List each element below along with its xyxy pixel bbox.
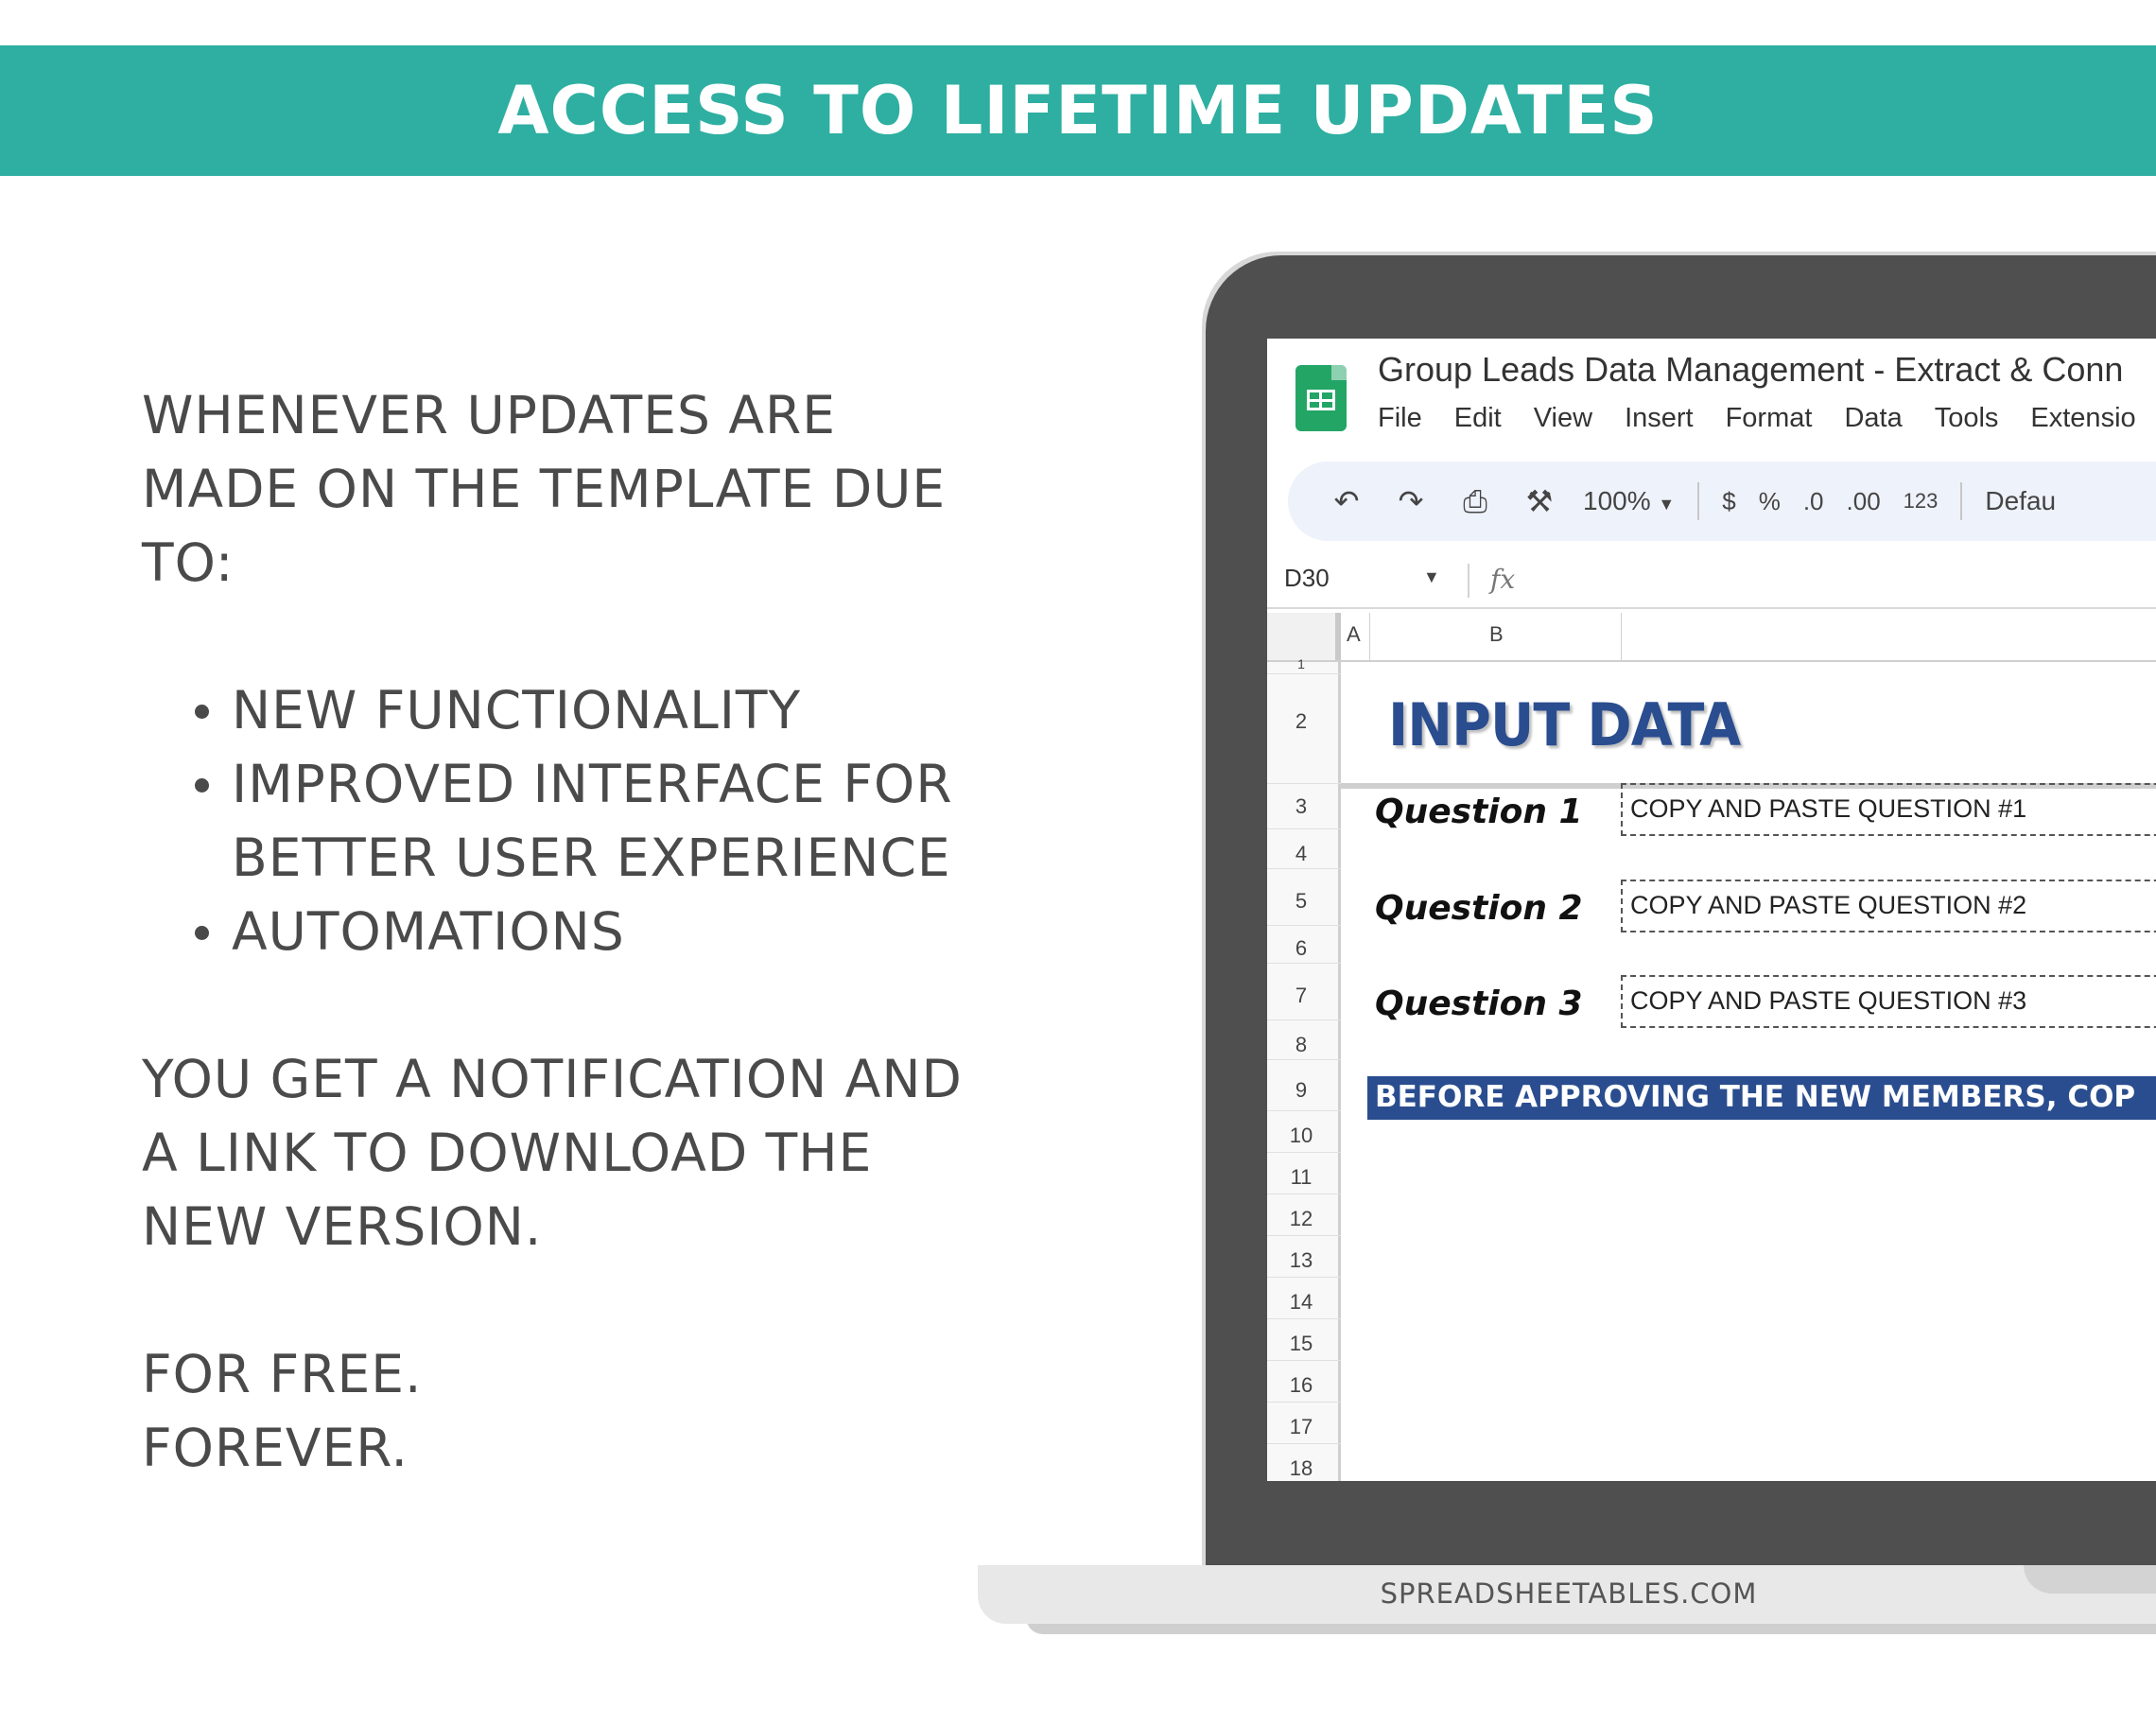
question-1-label[interactable]: Question 1 (1375, 793, 1583, 831)
question-2-label[interactable]: Question 2 (1375, 889, 1583, 928)
row-number[interactable]: 9 (1295, 1078, 1308, 1102)
row-number[interactable]: 2 (1295, 709, 1308, 733)
row-number[interactable]: 8 (1295, 1033, 1308, 1056)
intro-line: WHENEVER UPDATES ARE (142, 385, 836, 445)
currency-button[interactable]: $ (1722, 486, 1736, 515)
column-header-b[interactable]: B (1489, 622, 1504, 646)
row-number[interactable]: 18 (1289, 1456, 1313, 1480)
approval-notice[interactable]: BEFORE APPROVING THE NEW MEMBERS, COP (1367, 1076, 2156, 1120)
decrease-decimal-button[interactable]: .0 (1802, 486, 1824, 515)
list-item: NEW FUNCTIONALITY (142, 673, 1040, 747)
question-2-input[interactable]: COPY AND PASTE QUESTION #2 (1621, 880, 2156, 932)
question-3-input[interactable]: COPY AND PASTE QUESTION #3 (1621, 975, 2156, 1028)
menu-extensions[interactable]: Extensio (2030, 403, 2136, 433)
menu-bar (1378, 403, 2136, 434)
question-1-input[interactable]: COPY AND PASTE QUESTION #1 (1621, 783, 2156, 836)
print-icon[interactable]: ⎙ (1463, 482, 1487, 519)
toolbar-divider (1697, 482, 1699, 520)
intro-line: TO: (142, 532, 235, 593)
fx-icon: fx (1490, 564, 1516, 595)
free-line: FOREVER. (142, 1418, 409, 1478)
menu-format[interactable]: Format (1725, 403, 1813, 433)
header-banner (0, 45, 2156, 176)
list-item-line: BETTER USER EXPERIENCE (232, 828, 951, 888)
row-number[interactable]: 5 (1295, 889, 1308, 913)
toolbar (1288, 462, 2156, 541)
increase-decimal-button[interactable]: .00 (1846, 486, 1881, 515)
feature-copy (142, 378, 1040, 1485)
select-all-corner[interactable] (1267, 613, 1341, 660)
notify-line: YOU GET A NOTIFICATION AND (142, 1049, 963, 1109)
chevron-down-icon[interactable]: ▼ (1423, 567, 1440, 586)
formula-divider (1468, 564, 1469, 598)
intro-line: MADE ON THE TEMPLATE DUE (142, 459, 947, 519)
free-line: FOR FREE. (142, 1344, 423, 1404)
column-header (1267, 613, 2156, 662)
row-number[interactable]: 6 (1295, 936, 1308, 960)
input-data-heading[interactable]: INPUT DATA (1388, 690, 1741, 759)
row-number[interactable]: 1 (1297, 656, 1305, 671)
menu-edit[interactable]: Edit (1453, 403, 1502, 433)
row-number[interactable]: 13 (1289, 1248, 1313, 1272)
menu-tools[interactable]: Tools (1934, 403, 1999, 433)
row-header (1267, 656, 1341, 1481)
reason-list (142, 673, 1040, 968)
banner-title: ACCESS TO LIFETIME UPDATES (497, 72, 1659, 149)
document-title[interactable]: Group Leads Data Management - Extract & Conn (1378, 350, 2124, 389)
undo-icon[interactable]: ↶ (1333, 483, 1360, 519)
notify-line: A LINK TO DOWNLOAD THE (142, 1123, 873, 1183)
row-number[interactable]: 12 (1289, 1207, 1313, 1230)
sheets-logo-icon[interactable] (1295, 365, 1347, 431)
menu-file[interactable]: File (1378, 403, 1422, 433)
question-3-label[interactable]: Question 3 (1375, 984, 1583, 1023)
toolbar-divider (1960, 482, 1962, 520)
menu-insert[interactable]: Insert (1625, 403, 1694, 433)
brand-url: SPREADSHEETABLES.COM (1380, 1577, 1758, 1610)
row-number[interactable]: 4 (1295, 842, 1308, 865)
menu-data[interactable]: Data (1844, 403, 1903, 433)
row-number[interactable]: 17 (1289, 1415, 1313, 1438)
font-select[interactable]: Defau (1985, 486, 2057, 515)
name-box[interactable]: D30 (1284, 564, 1330, 592)
paint-format-icon[interactable]: ⚒ (1525, 483, 1554, 519)
row-number[interactable]: 14 (1289, 1290, 1313, 1314)
row-number[interactable]: 7 (1295, 984, 1308, 1007)
list-item: AUTOMATIONS (142, 895, 1040, 968)
percent-button[interactable]: % (1758, 486, 1781, 515)
row-number[interactable]: 11 (1290, 1165, 1313, 1189)
notify-line: NEW VERSION. (142, 1196, 543, 1257)
number-format-button[interactable]: 123 (1903, 489, 1939, 513)
row-number[interactable]: 16 (1289, 1373, 1313, 1397)
zoom-value: 100% (1583, 486, 1651, 515)
redo-icon[interactable]: ↷ (1398, 483, 1424, 519)
row-number[interactable]: 3 (1295, 794, 1308, 818)
column-header-a[interactable]: A (1347, 622, 1361, 646)
list-item-line: IMPROVED INTERFACE FOR (232, 754, 953, 814)
spreadsheet-window (1267, 339, 2156, 1481)
menu-view[interactable]: View (1533, 403, 1593, 433)
row-number[interactable]: 15 (1289, 1332, 1313, 1355)
list-item (142, 747, 1040, 895)
zoom-select[interactable] (1583, 486, 1675, 516)
chevron-down-icon: ▼ (1658, 495, 1676, 514)
formula-bar (1267, 554, 2156, 609)
row-number[interactable]: 10 (1289, 1124, 1313, 1147)
